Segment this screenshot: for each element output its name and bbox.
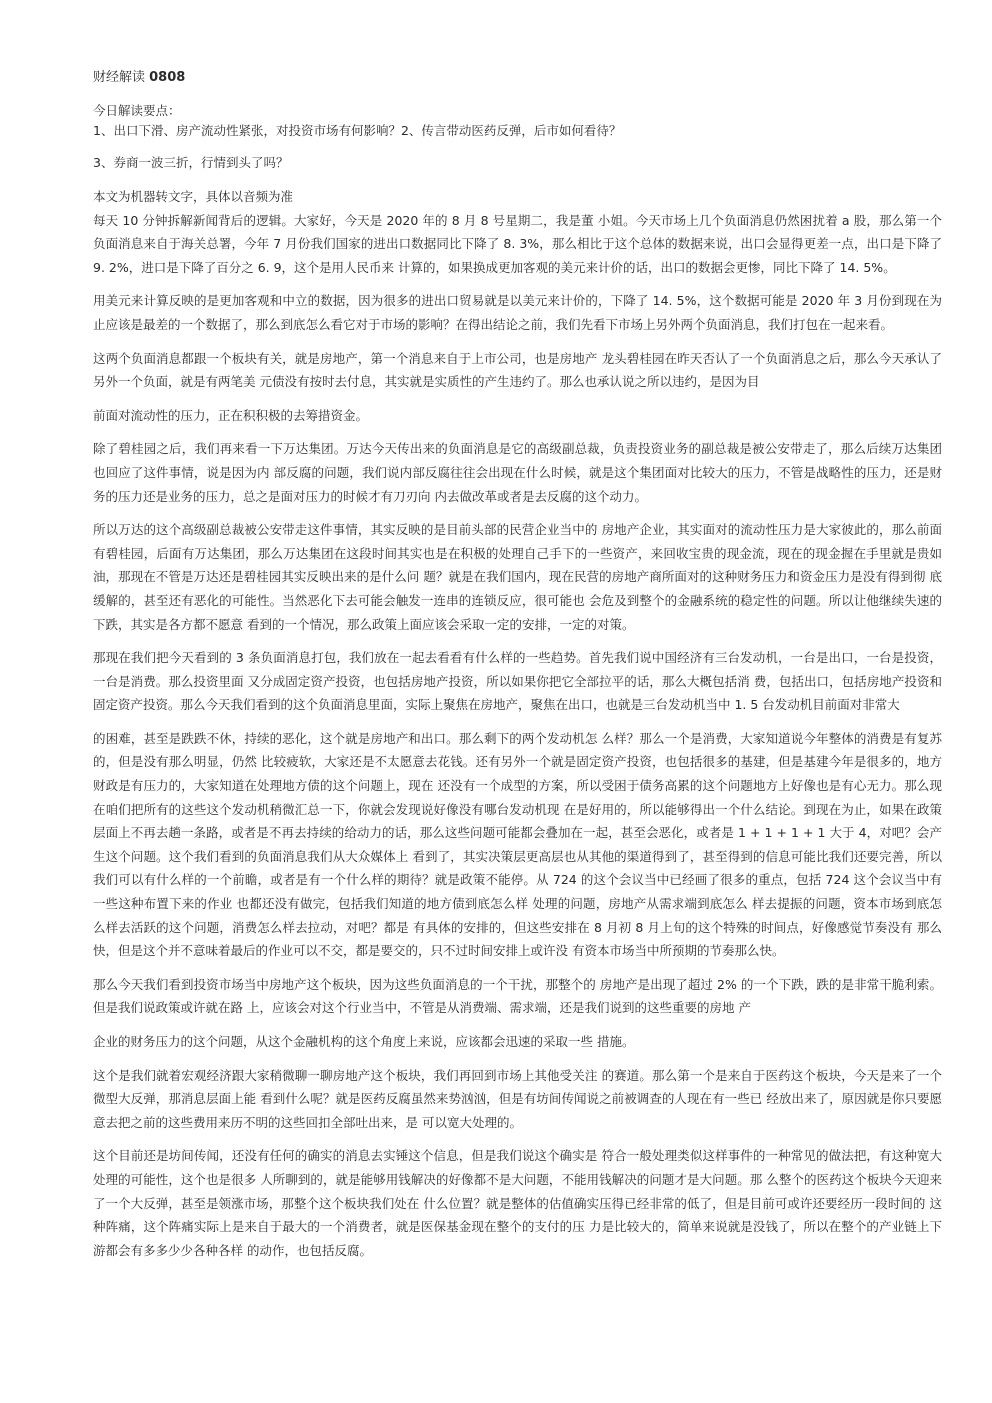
key-points-line-2: 3、券商一波三折，行情到头了吗？ — [93, 155, 289, 170]
title-prefix: 财经解读 — [93, 70, 150, 85]
key-points — [93, 101, 942, 141]
paragraph: 前面对流动性的压力，正在积积极的去筹措资金。 — [93, 407, 369, 423]
paragraph: 那么今天我们看到投资市场当中房地产这个板块，因为这些负面消息的一个干扰，那整个的 房地产是出现了超过 2% 的一个下跌，跌的是非常干脆利索。但是我们说政策或许就在路 上，应该会对这个行业当中，不管是从消费端、需求端，还是我们说到的这些重要的房地 产 — [93, 976, 942, 1016]
paragraph: 这个是我们就着宏观经济跟大家稍微聊一聊房地产这个板块，我们再回到市场上其他受关注 的赛道。那么第一个是来自于医药这个板块，今天是来了一个微型大反弹，那消息层面上能 看到什么呢？就是医药反腐虽然来势汹汹，但是有坊间传闻说之前被调查的人现在有一些已 经放出来了，原因就是你只要愿意去把之前的这些费用来历不明的这些回扣全部吐出来，是 可以宽大处理的。 — [93, 1067, 942, 1130]
paragraph: 那现在我们把今天看到的 3 条负面消息打包，我们放在一起去看看有什么样的一些趋势。首先我们说中国经济有三台发动机，一台是出口，一台是投资，一台是消费。那么投资里面 又分成固定资产投资，也包括房地产投资，所以如果你把它全部拉平的话，那么大概包括消 费，包括出口，包括房地产投资和固定资产投资。那么今天我们看到的这个负面消息里面，实际上聚焦在房地产，聚焦在出口，也就是三台发动机当中 1. 5 台发动机目前面对非常大 — [93, 650, 942, 713]
key-points-heading: 今日解读要点： — [93, 103, 181, 118]
paragraph: 这两个负面消息都跟一个板块有关，就是房地产，第一个消息来自于上市公司，也是房地产 龙头碧桂园在昨天否认了一个负面消息之后，那么今天承认了另外一个负面，就是有两笔美 元债没有按时去付息，其实就是实质性的产生违约了。那么也承认说之所以违约，是因为目 — [93, 350, 942, 390]
paragraph: 每天 10 分钟拆解新闻背后的逻辑。大家好，今天是 2020 年的 8 月 8 号星期二，我是董 小姐。今天市场上几个负面消息仍然困扰着 a 股，那么第一个负面消息来自于海关总署，今年 7 月份我们国家的进出口数据同比下降了 8. 3%，那么相比于这个总体的数据来说，出口会显得更差一点，出口是下降了 9. 2%，进口是下降了百分之 6. 9，这个是用人民币来 计算的，如果换成更加客观的美元来计价的话，出口的数据会更惨，同比下降了 14. 5%。 — [93, 212, 942, 275]
key-points-line-1: 1、出口下滑、房产流动性紧张，对投资市场有何影响？2、传言带动医药反弹，后市如何看待？ — [93, 123, 622, 138]
paragraph: 除了碧桂园之后，我们再来看一下万达集团。万达今天传出来的负面消息是它的高级副总裁，负责投资业务的副总裁是被公安带走了，那么后续万达集团也回应了这件事情，说是因为内 部反腐的问题，我们说内部反腐往往会出现在什么时候，就是这个集团面对比较大的压力，不管是战略性的压力，还是财务的压力还是业务的压力，总之是面对压力的时候才有刀刃向 内去做改革或者是去反腐的这个动力。 — [93, 441, 942, 504]
paragraph: 所以万达的这个高级副总裁被公安带走这件事情，其实反映的是目前头部的民营企业当中的 房地产企业，其实面对的流动性压力是大家彼此的，那么前面有碧桂园，后面有万达集团，那么万达集团在这段时间其实也是在积极的处理自己手下的一些资产，来回收宝贵的现金流，现在的现金握在手里就是贵如油，那现在不管是万达还是碧桂园其实反映出来的是什么问 题？就是在我们国内，现在民营的房地产商所面对的这种财务压力和资金压力是没有得到彻 底缓解的，甚至还有恶化的可能性。当然恶化下去可能会触发一连串的连锁反应，很可能也 会危及到整个的金融系统的稳定性的问题。所以让他继续失速的下跌，其实是各方都不愿意 看到的一个情况，那么政策上面应该会采取一定的安排，一定的对策。 — [93, 522, 942, 632]
paragraph: 用美元来计算反映的是更加客观和中立的数据，因为很多的进出口贸易就是以美元来计价的，下降了 14. 5%，这个数据可能是 2020 年 3 月份到现在为止应该是最差的一个数据了，那么到底怎么看它对于市场的影响？在得出结论之前，我们先看下市场上另外两个负面消息，我们打包在一起来看。 — [93, 293, 942, 332]
key-points-cont — [93, 153, 942, 173]
paragraph: 这个目前还是坊间传闻，还没有任何的确实的消息去实锤这个信息，但是我们说这个确实是 符合一般处理类似这样事件的一种常见的做法把，有这种宽大处理的可能性，这个也是很多 人所聊到的，就是能够用钱解决的好像都不是大问题，不能用钱解决的问题才是大问题。那 么整个的医药这个板块今天迎来了一个大反弹，甚至是领涨市场，那整个这个板块我们处在 什么位置？就是整体的估值确实压得已经非常的低了，但是目前可或许还要经历一段时间的 这种阵痛，这个阵痛实际上是来自于最大的一个消费者，就是医保基金现在整个的支付的压 力是比较大的，简单来说就是没钱了，所以在整个的产业链上下游都会有多多少少各种各样 的动作，也包括反腐。 — [93, 1148, 942, 1258]
title-code: 0808 — [149, 70, 186, 85]
paragraph: 企业的财务压力的这个问题，从这个金融机构的这个角度上来说，应该都会迅速的采取一些 措施。 — [93, 1034, 635, 1049]
paragraph: 的困难，甚至是跌跌不休，持续的恶化，这个就是房地产和出口。那么剩下的两个发动机怎 么样？那么一个是消费，大家知道说今年整体的消费是有复苏的，但是没有那么明显，仍然 比较疲软，大家还是不太愿意去花钱。还有另外一个就是固定资产投资，也包括很多的基建，但是基建今年是很多的，地方财政是有压力的，大家知道在处理地方债的这个问题上，现在 还没有一个成型的方案，所以受困于债务高累的这个问题地方上好像也是有心无力。那么现在咱们把所有的这些这个发动机稍微汇总一下，你就会发现说好像没有哪台发动机现 在是好用的，所以能够得出一个什么结论。到现在为止，如果在政策层面上不再去趟一条路，或者是不再去持续的给动力的话，那么这些问题可能都会叠加在一起，甚至会恶化，或者是 1 + 1 + 1 + 1 大于 4，对吧？会产生这个问题。这个我们看到的负面消息我们从大众媒体上 看到了，其实决策层更高层也从其他的渠道得到了，甚至得到的信息可能比我们还要完善，所以我们可以有什么样的一个前瞻，或者是有一个什么样的期待？就是政策不能停。从 724 的这个会议当中已经画了很多的重点，包括 724 这个会议当中有一些这种布置下来的作业 也都还没有做完，包括我们知道的地方债到底怎么样 处理的问题，房地产从需求端到底怎么 样去提振的问题，资本市场到底怎么样去活跃的这个问题，消费怎么样去拉动，对吧？都是 有具体的安排的，但这些安排在 8 月初 8 月上旬的这个特殊的时间点，好像感觉节奏没有 那么快，但是这个并不意味着最后的作业可以不交，都是要交的，只不过时间安排上或许没 有资本市场当中所预期的节奏那么快。 — [93, 730, 942, 959]
document-title — [93, 68, 942, 88]
transcript-note: 本文为机器转文字，具体以音频为准 — [93, 189, 294, 204]
